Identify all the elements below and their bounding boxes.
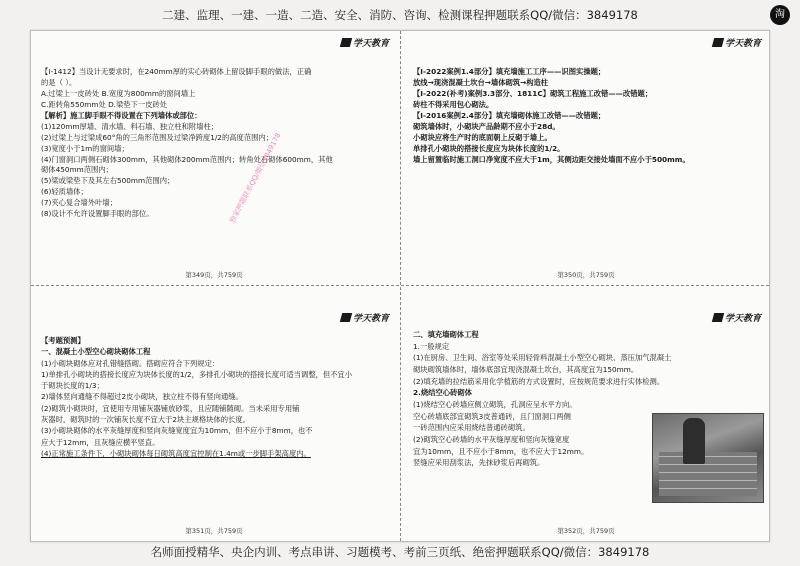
text-line: 2)墙体竖向通缝不得超过2皮小砌块，独立柱不得有竖向通缝。	[41, 392, 243, 402]
text-line: (4)门窗洞口两侧石砌体300mm，其他砌体200mm范围内；转角处石砌体600mm，其他	[41, 154, 333, 164]
text-line: 1)单排孔小砌块的搭接长度应为块体长度的1/2，多排孔小砌块的搭接长度可适当调整，但不宜小	[41, 369, 353, 379]
vertical-divider	[400, 31, 401, 541]
text-line: (4)正常施工条件下，小砌块砌体每日砌筑高度宜控制在1.4m或一步脚手架高度内。	[41, 448, 311, 458]
text-line: (1)在厨房、卫生间、浴室等处采用轻骨料混凝土小型空心砌块、蒸压加气混凝土	[413, 353, 672, 363]
page-body	[41, 67, 387, 220]
scan-sheet	[30, 30, 770, 542]
option-line: A.过梁上一皮砖处 B.宽度为800mm的窗间墙上	[41, 88, 196, 98]
text-line: 于砌块长度的1/3；	[41, 381, 104, 391]
page-number: 第352页，共759页	[557, 527, 615, 535]
page-350	[405, 33, 767, 283]
construction-photo	[652, 413, 764, 503]
page-352	[405, 289, 767, 539]
text-line: 砌筑墙体时，小砌块产品龄期不应小于28d。	[413, 121, 560, 131]
header-banner	[0, 0, 800, 30]
text-line: (1)小砌块砌体应对孔错缝搭砌。搭砌应符合下列规定：	[41, 358, 220, 368]
logo-icon: 淘	[770, 5, 790, 25]
text-line: 放线→现浇混凝土坎台→墙体砌筑→构造柱	[413, 77, 549, 87]
text-line: (1)烧结空心砖墙应侧立砌筑，孔洞应呈水平方向。	[413, 400, 577, 410]
section-heading: 【考题预测】	[41, 336, 85, 345]
text-line: 【Ⅰ-2022案例1.4部分】填充墙施工工序——识图实操题；	[413, 67, 606, 76]
page-body	[41, 335, 387, 459]
text-line: 竖缝应采用刮浆法，先抹砂浆后再砌筑。	[413, 458, 545, 468]
question-line: 的是（ ）。	[41, 77, 77, 87]
page-number: 第351页，共759页	[185, 527, 243, 535]
brand-mark-icon	[340, 313, 352, 322]
text-line: (2)砌筑空心砖墙的水平灰缝厚度和竖向灰缝宽度	[413, 435, 570, 445]
worker-figure-image	[683, 418, 705, 464]
brand-logo: 学天教育	[713, 311, 761, 324]
text-line: 墙上留置临时施工洞口净宽度不应大于1m，其侧边距交接处墙面不应小于500mm。	[413, 154, 690, 164]
brand-mark-icon	[340, 38, 352, 47]
page-349	[33, 33, 395, 283]
question-line: 【Ⅰ-1412】当设计无要求时，在240mm厚的实心砖砌体上留设脚手眼的做法，正确	[41, 67, 312, 76]
page-number: 第350页，共759页	[557, 271, 615, 279]
text-line: 空心砖墙底部宜砌筑3皮普通砖，且门窗洞口两侧	[413, 411, 571, 421]
analysis-heading: 【解析】施工脚手眼不得设置在下列墙体或部位：	[41, 110, 202, 120]
subheading: 1.一般规定	[413, 341, 450, 351]
text-line: (3)小砌块砌体的水平灰缝厚度和竖向灰缝宽度宜为10mm，但不应小于8mm，也不	[41, 426, 313, 436]
text-line: 宜为10mm，且不应小于8mm，也不应大于12mm。	[413, 446, 589, 456]
subheading: 2.烧结空心砖砌体	[413, 388, 472, 398]
text-line: 砖柱不得采用包心砌法。	[413, 99, 494, 109]
text-line: (3)宽度小于1m的窗间墙；	[41, 143, 129, 153]
section-heading: 一、混凝土小型空心砌块砌体工程	[41, 347, 151, 357]
text-line: (8)设计不允许设置脚手眼的部位。	[41, 209, 154, 219]
text-line: 一砖范围内应采用烧结普通砖砌筑。	[413, 423, 530, 433]
footer-text: 名师面授精华、央企内训、考点串讲、习题模考、考前三页纸、绝密押题联系QQ/微信：3849178	[150, 545, 650, 559]
brick-wall-image	[659, 452, 757, 496]
brand-logo: 学天教育	[713, 36, 761, 49]
page-number: 第349页，共759页	[185, 271, 243, 279]
text-line: 砌块砌筑墙体时，墙体底部宜现浇混凝土坎台，其高度宜为150mm。	[413, 365, 639, 375]
brand-logo: 学天教育	[341, 311, 389, 324]
section-heading: 二、填充墙砌体工程	[413, 330, 479, 339]
page-351	[33, 289, 395, 539]
text-line: 单排孔小砌块的搭接长度应为块体长度的1/2。	[413, 143, 565, 153]
brand-logo: 学天教育	[341, 36, 389, 49]
brand-mark-icon	[712, 38, 724, 47]
text-line: 【Ⅰ-2022(补考)案例3.3部分、1811C】砌筑工程施工改错——改错题；	[413, 88, 653, 98]
text-line: 小砌块应将生产时的底面朝上反砌于墙上。	[413, 132, 552, 142]
text-line: 应大于12mm，且灰缝应横平竖直。	[41, 437, 160, 447]
text-line: (2)填充墙的拉结筋采用化学植筋的方式设置时，应按规范要求进行实体检测。	[413, 376, 665, 386]
text-line: 灰器时，砌筑时的一次铺灰长度不宜大于2块主规格块体的长度。	[41, 415, 250, 425]
text-line: (2)过梁上与过梁成60°角的三角形范围及过梁净跨度1/2的高度范围内；	[41, 132, 274, 142]
horizontal-divider	[31, 285, 769, 286]
text-line: (5)梁或梁垫下及其左右500mm范围内；	[41, 176, 175, 186]
text-line: (6)轻质墙体；	[41, 187, 88, 197]
text-line: 砌体450mm范围内；	[41, 165, 113, 175]
text-line: (1)120mm厚墙、清水墙、料石墙、独立柱和附墙柱；	[41, 121, 219, 131]
text-line: (2)砌筑小砌块时，宜使用专用铺灰器铺放砂浆，且应随铺随砌。当未采用专用铺	[41, 403, 300, 413]
header-text: 二建、监理、一建、一造、二造、安全、消防、咨询、检测课程押题联系QQ/微信：3849178	[162, 8, 638, 22]
footer-banner	[0, 540, 800, 564]
option-line: C.距转角550mm处 D.梁垫下一皮砖处	[41, 99, 168, 109]
text-line: (7)夹心复合墙外叶墙；	[41, 198, 118, 208]
page-body	[413, 67, 759, 165]
brand-mark-icon	[712, 313, 724, 322]
watermark-stamp: 独家押题联系QQ/微信3849178	[228, 131, 283, 225]
text-line: 【Ⅰ-2016案例2.4部分】填充墙砌体施工改错——改错题；	[413, 110, 606, 120]
